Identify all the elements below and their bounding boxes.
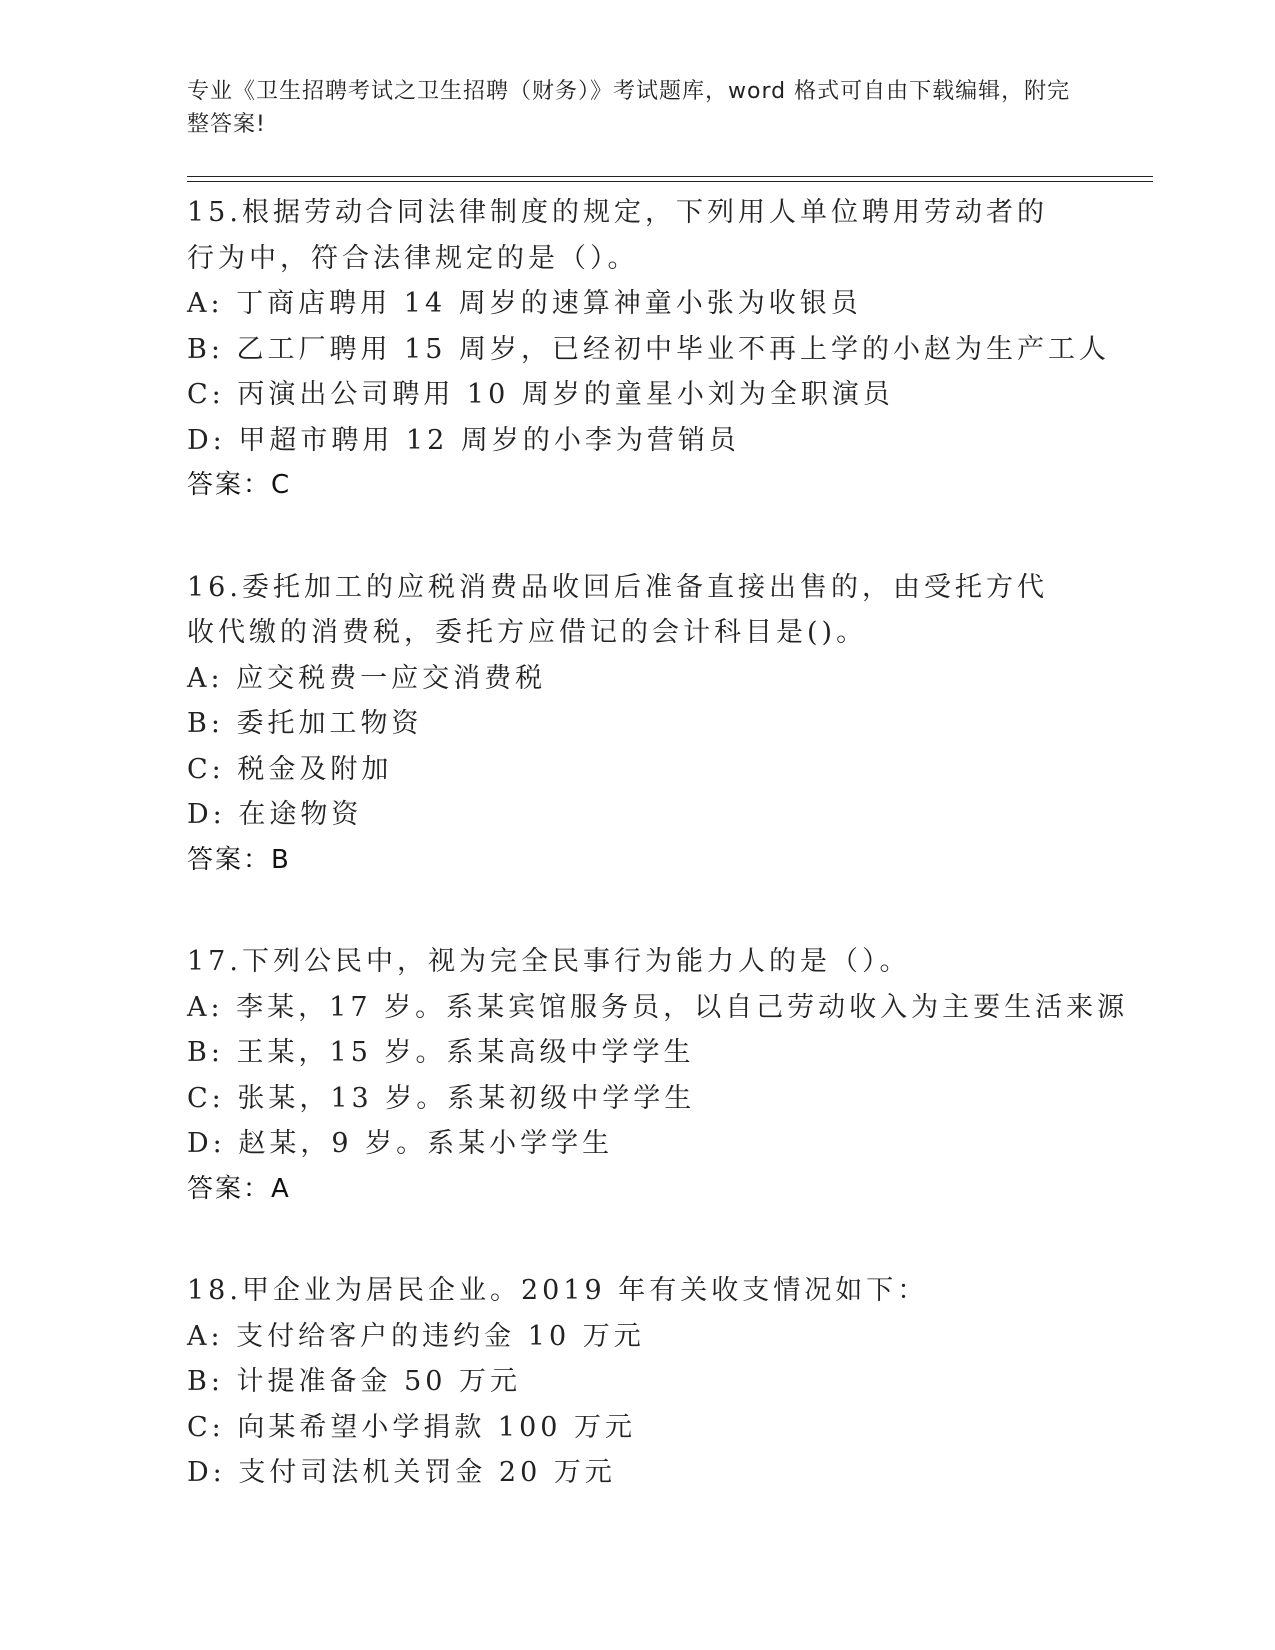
question-list <box>187 190 1129 1552</box>
question-stem: 17.下列公民中，视为完全民事行为能力人的是（）。 <box>187 946 911 977</box>
question-15 <box>187 190 1111 509</box>
option-d: D: 甲超市聘用 12 周岁的小李为营销员 <box>187 424 740 456</box>
option-d: D: 在途物资 <box>187 799 363 830</box>
question-stem: 18.甲企业为居民企业。2019 年有关收支情况如下： <box>187 1275 929 1306</box>
option-b: B: 乙工厂聘用 15 周岁，已经初中毕业不再上学的小赵为生产工人 <box>187 333 1111 365</box>
question-18 <box>187 1268 1087 1496</box>
option-b: B: 委托加工物资 <box>187 708 423 739</box>
option-d: D: 赵某，9 岁。系某小学学生 <box>187 1128 614 1159</box>
option-c: C: 向某希望小学捐款 100 万元 <box>187 1411 637 1443</box>
option-d: D: 支付司法机关罚金 20 万元 <box>187 1457 616 1488</box>
answer: 答案：B <box>187 844 291 875</box>
question-17 <box>187 939 1129 1212</box>
option-a: A: 应交税费一应交消费税 <box>187 662 547 694</box>
option-c: C: 税金及附加 <box>187 753 393 785</box>
option-a: A: 丁商店聘用 14 周岁的速算神童小张为收银员 <box>187 288 862 319</box>
document-header: 专业《卫生招聘考试之卫生招聘（财务）》考试题库，word 格式可自由下载编辑，附完整答案! <box>187 79 1071 137</box>
answer: 答案：C <box>187 470 292 500</box>
question-stem: 15.根据劳动合同法律制度的规定，下列用人单位聘用劳动者的行为中，符合法律规定的是（）。 <box>187 197 1048 274</box>
answer: 答案：A <box>187 1173 291 1204</box>
option-a: A: 支付给客户的违约金 10 万元 <box>187 1320 645 1352</box>
question-16 <box>187 565 1087 884</box>
option-c: C: 丙演出公司聘用 10 周岁的童星小刘为全职演员 <box>187 379 894 410</box>
question-stem: 16.委托加工的应税消费品收回后准备直接出售的，由受托方代收代缴的消费税，委托方应借记的会计科目是()。 <box>187 571 1048 648</box>
option-c: C: 张某，13 岁。系某初级中学学生 <box>187 1082 696 1114</box>
option-a: A: 李某，17 岁。系某宾馆服务员，以自己劳动收入为主要生活来源 <box>187 991 1129 1023</box>
header-double-rule <box>187 176 1153 182</box>
option-b: B: 计提准备金 50 万元 <box>187 1366 522 1397</box>
option-b: B: 王某，15 岁。系某高级中学学生 <box>187 1037 695 1068</box>
